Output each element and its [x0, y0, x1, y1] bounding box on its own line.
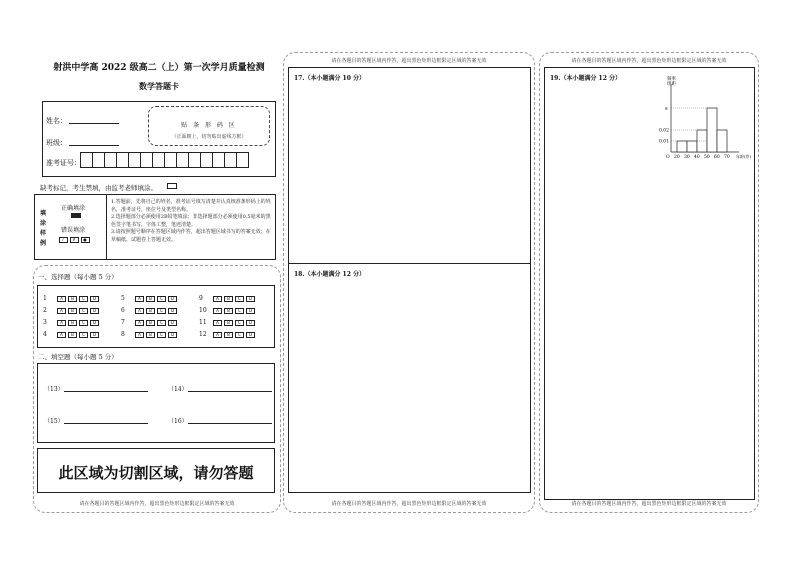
section2-title: 二、填空题（每小题 5 分） [38, 353, 118, 361]
class-label: 班级： [46, 139, 67, 147]
hist-ylabel-1: 频率 [667, 77, 676, 82]
name-label: 姓名： [46, 117, 67, 125]
q18-answer-area[interactable] [288, 263, 531, 493]
wrong-fill-samples: ✓ ✗ ● [59, 236, 92, 243]
choice-row[interactable]: 10 A B C D [199, 307, 257, 314]
answer-card-subtitle: 数学答题卡 [139, 81, 179, 91]
sample-cell [35, 195, 107, 259]
choice-row[interactable]: 11 A B C D [199, 319, 257, 326]
hist-x-tick: 40 [694, 155, 700, 160]
instructions-box [34, 194, 276, 260]
hist-y-tick: a [665, 106, 668, 112]
hist-origin: O [666, 155, 670, 160]
middle-answer-panel [283, 52, 535, 513]
q18-label: 18.（本小题满分 12 分） [294, 271, 365, 278]
middle-footer-note: 请在各题目的答题区域内作答，超出黑色矩形边框限定区域的答案无效 [331, 501, 487, 507]
choice-row[interactable]: 5 A B C D [121, 295, 179, 302]
hist-y-tick: 0.02 [659, 128, 670, 134]
choice-row[interactable]: 8 A B C D [121, 331, 179, 338]
hist-x-tick: 70 [724, 155, 730, 160]
fill-blank-box [37, 363, 275, 443]
hist-x-tick: 20 [674, 155, 680, 160]
name-field[interactable] [69, 115, 119, 124]
barcode-area [148, 106, 270, 146]
blank-14-line[interactable] [188, 384, 272, 392]
choice-row[interactable]: 1 A B C D [43, 295, 101, 302]
choice-row[interactable]: 3 A B C D [43, 319, 101, 326]
choice-row[interactable]: 6 A B C D [121, 307, 179, 314]
right-footer-note: 请在各题目的答题区域内作答，超出黑色矩形边框限定区域的答案无效 [571, 501, 727, 507]
exam-number-grid[interactable] [81, 152, 249, 168]
choice-grid [37, 285, 275, 348]
hist-bar [687, 141, 697, 152]
hist-bar [707, 108, 717, 152]
sample-label: 填涂样例 [40, 210, 47, 247]
section1-title: 一、选择题（每小题 5 分） [38, 273, 118, 281]
left-footer-note: 请在各题目的答题区域内作答，超出黑色矩形边框限定区域的答案无效 [79, 501, 235, 507]
left-answer-panel [33, 265, 281, 513]
choice-row[interactable]: 2 A B C D [43, 307, 101, 314]
choice-row[interactable]: 12 A B C D [199, 331, 257, 338]
correct-fill-sample [71, 213, 81, 218]
q19-answer-area[interactable] [544, 67, 755, 500]
note-1: 1.答题前，先将自己的姓名，准考证号填写清楚并认真核准条形码上的姓名，准考证号，座位号及类型名称。 [111, 199, 271, 213]
q17-label: 17.（本小题满分 10 分） [294, 75, 365, 82]
cut-zone-text: 此区域为切割区域，请勿答题 [58, 464, 254, 482]
right-answer-panel [539, 52, 759, 513]
hist-x-tick: 60 [714, 155, 720, 160]
cut-zone-box [37, 448, 275, 493]
class-field[interactable] [69, 137, 119, 146]
blank-16-line[interactable] [188, 416, 272, 424]
right-header-note: 请在各题目的答题区域内作答，超出黑色矩形边框限定区域的答案无效 [571, 58, 727, 64]
middle-header-note: 请在各题目的答题区域内作答，超出黑色矩形边框限定区域的答案无效 [331, 58, 487, 64]
absent-mark-box[interactable] [167, 183, 177, 189]
choice-row[interactable]: 4 A B C D [43, 331, 101, 338]
correct-fill-label: 正确填涂 [61, 205, 86, 212]
wrong-fill-label: 错误填涂 [61, 227, 86, 234]
exam-title: 射洪中学高 2022 级高二（上）第一次学月质量检测 [53, 63, 265, 73]
choice-row[interactable]: 7 A B C D [121, 319, 179, 326]
hist-x-tick: 50 [704, 155, 710, 160]
hist-xlabel: 年龄(岁) [736, 154, 752, 159]
hist-y-tick: 0.01 [659, 139, 670, 145]
blank-13-label: （13） [44, 386, 64, 393]
barcode-title: 贴 条 形 码 区 [181, 122, 237, 129]
barcode-note: （正面朝上，切勿贴出虚线方框） [171, 134, 247, 140]
hist-ylabel-2: 组距 [667, 82, 676, 87]
note-3: 3.请按照题号顺序在答题区域内作答，超出答题区域书写的答案无效；在草稿纸、试题卷上答题无效。 [111, 229, 271, 243]
student-info-box [42, 101, 276, 177]
blank-15-line[interactable] [64, 416, 148, 424]
blank-15-label: （15） [44, 418, 64, 425]
frequency-histogram [657, 72, 753, 162]
exam-number-label: 准考证号： [46, 159, 81, 167]
q19-label: 19.（本小题满分 12 分） [550, 75, 621, 82]
note-2: 2.选择题部分必须使用2B铅笔填涂；非选择题部分必须使用0.5毫米的黑色签字笔书写，字体工整，笔迹清楚。 [111, 214, 271, 228]
blank-16-label: （16） [168, 418, 188, 425]
absent-mark-label: 缺考标记，考生禁填，由监考老师填涂。 [40, 184, 157, 192]
hist-bar [677, 141, 687, 152]
choice-row[interactable]: 9 A B C D [199, 295, 257, 302]
blank-13-line[interactable] [64, 384, 148, 392]
notes-list [111, 199, 273, 244]
blank-14-label: （14） [168, 386, 188, 393]
hist-bar [717, 130, 727, 152]
q17-answer-area[interactable] [288, 67, 531, 264]
hist-x-tick: 30 [684, 155, 690, 160]
